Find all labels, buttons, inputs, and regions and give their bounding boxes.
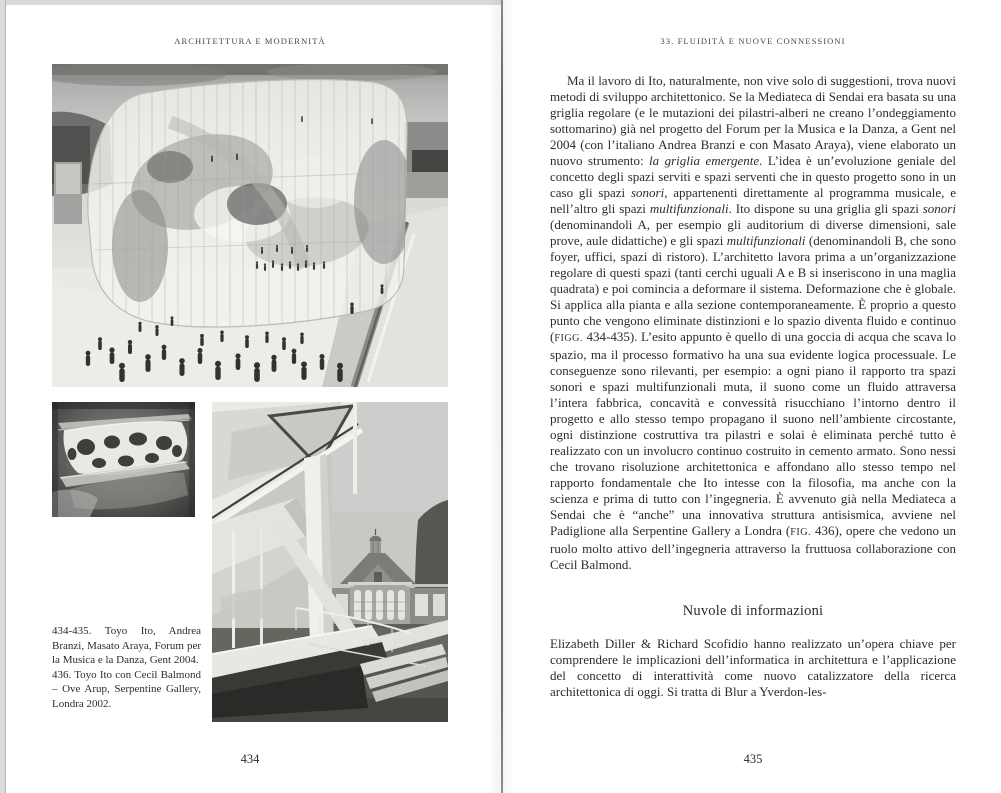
figure-serpentine-pavilion-photo xyxy=(212,402,448,722)
caption-entry-2: 436. Toyo Ito con Cecil Balmond – Ove Arup, Serpentine Gallery, Londra 2002. xyxy=(52,668,201,710)
section-heading: Nuvole di informazioni xyxy=(682,603,824,619)
figure-forum-model-photo xyxy=(52,64,448,387)
forum-model-illustration xyxy=(52,64,448,387)
body-paragraph-1: Ma il lavoro di Ito, naturalmente, non vive solo di suggestioni, trova nuovi metodi di sviluppo architettonico. Se la Mediateca di Sendai era basata su una griglia regolare (e le mutazioni dei pilastri-alberi ne creano l’ondeggiamento sottomarino) già nel progetto del Forum per la Musica e la Danza, a Gent nel 2004 (con l’italiano Andrea Branzi e con Masato Araya), viene elaborato un nuovo strumento: la griglia emergente. L’idea è un’evoluzione geniale del concetto degli spazi serviti e spazi serventi che in questo progetto sono in un caso gli spazi sonori, appartenenti direttamente al programma musicale, e nell’altro gli spazi multifunzionali. Ito dispone su una griglia gli spazi sonori (denominandoli A, per esempio gli auditorium di diverse dimensioni, sale prove, aule didattiche) e gli spazi multifunzionali (denominandoli B, che sono foyer, uffici, spazi di ristoro). L’architetto lavora prima a un’organizzazione regolare di questi spazi (tanti cerchi uguali A e B si inseriscono in una maglia quadrata) e poi comincia a deformare il sistema. Deformazione che è globale. Si applica alla pianta e alla sezione contemporaneamente. È proprio a questo punto che vengono eliminate distinzioni e lo spazio diventa fluido e continuo (FIGG. 434-435). L’esito appunto è quello di una goccia di acqua che scava lo spazio, ma il processo formativo ha una sua evidente logica processuale. Le conseguenze sono rilevanti, per esempio: a ogni piano il rapporto tra spazi sonori e spazi multifunzionali muta, il suono come un fluido attraversa l’intera fabbrica, concavità e convessità risucchiano l’intorno dentro il progetto e allo stesso tempo propagano il suono nell’ambiente circostante, ogni distinzione costruttiva tra pilastri e solai è eliminata perché tutto è realizzato con un involucro continuo costruito in cemento armato. Sono nessi che trovano risoluzione architettonica e affondano allo stesso tempo nel rapporto fondamentale che Ito intesse con la filosofia, ma anche con la scienza e prima di tutto con l’ingegneria. È avvenuto già nella Mediateca a Sendai che è “anche” una innovativa struttura antisismica, avviene nel Padiglione alla Serpentine Gallery a Londra (FIG. 436), opere che vedono un ruolo molto attivo dell’ingegneria attraverso la fruttuosa collaborazione con Cecil Balmond. xyxy=(550,73,957,572)
running-header-right: 33. FLUIDITÀ E NUOVE CONNESSIONI xyxy=(660,36,846,46)
serpentine-pavilion-illustration xyxy=(212,402,448,722)
running-header-left: ARCHITETTURA E MODERNITÀ xyxy=(174,36,326,46)
page-number-right: 435 xyxy=(743,752,763,766)
body-paragraph-2: Elizabeth Diller & Richard Scofidio hanno realizzato un’opera chiave per comprendere le implicazioni dell’informatica in architettura e l’applicazione del concetto di interattività come nuovo catalizzatore della ricerca architettonica di oggi. Si tratta di Blur a Yverdon-les- xyxy=(550,636,956,699)
body-text-column xyxy=(550,73,956,700)
caption-entry-1: 434-435. Toyo Ito, Andrea Branzi, Masato Araya, Forum per la Musica e la Danza, Gent 2004. xyxy=(52,625,201,667)
figure-caption xyxy=(52,624,201,712)
structural-model-illustration xyxy=(52,402,195,517)
figure-structural-model-photo xyxy=(52,402,195,517)
left-page xyxy=(6,0,501,793)
right-page xyxy=(502,0,1001,793)
page-number-left: 434 xyxy=(240,752,260,766)
